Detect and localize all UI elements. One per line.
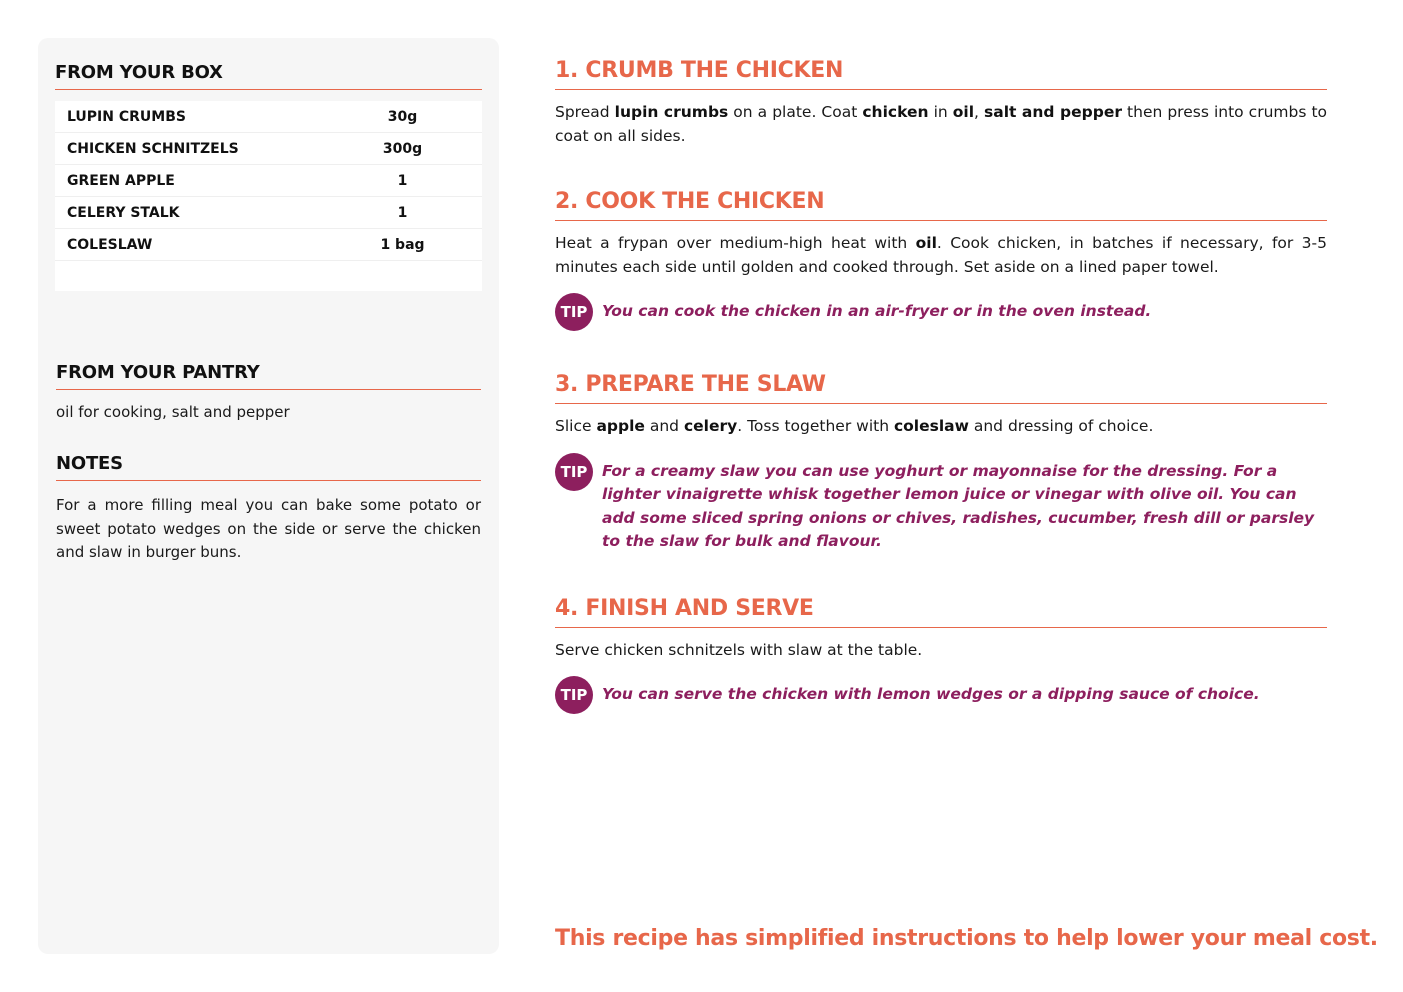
method-steps — [555, 58, 1327, 714]
tip — [555, 676, 1327, 714]
ingredient-qty: 1 — [397, 172, 408, 189]
ingredients-table — [55, 101, 482, 291]
tip — [555, 293, 1327, 331]
step-text: Slice apple and celery. Toss together with coleslaw and dressing of choice. — [555, 417, 1154, 435]
tip-badge-icon: TIP — [555, 293, 593, 331]
sidebar-panel — [38, 38, 499, 954]
from-your-box-heading: FROM YOUR BOX — [55, 62, 482, 90]
ingredient-row — [55, 133, 482, 165]
ingredient-row — [55, 197, 482, 229]
ingredient-row — [55, 229, 482, 261]
ingredient-qty: 1 — [397, 204, 408, 221]
step-4 — [555, 596, 1327, 715]
tip-text: For a creamy slaw you can use yoghurt or mayonnaise for the dressing. For a lighter vinaigrette whisk together lemon juice or vinegar with olive oil. You can add some sliced spring onions or chives, radishes, cucumber, fresh dill or parsley to the slaw for bulk and flavour. — [602, 461, 1315, 550]
step-3 — [555, 372, 1327, 554]
notes-text: For a more filling meal you can bake some potato or sweet potato wedges on the side or serve the chicken and slaw in burger buns. — [56, 496, 481, 561]
ingredient-qty: 1 bag — [380, 236, 425, 253]
footer-note: This recipe has simplified instructions to help lower your meal cost. — [555, 926, 1378, 951]
ingredient-qty: 300g — [382, 140, 423, 157]
ingredient-name: CELERY STALK — [67, 204, 180, 221]
ingredient-name: CHICKEN SCHNITZELS — [67, 140, 239, 157]
step-text: Heat a frypan over medium-high heat with oil. Cook chicken, in batches if necessary, for 3-5 minutes each side until golden and cooked through. Set aside on a lined paper towel. — [555, 234, 1327, 276]
step-heading: 4. FINISH AND SERVE — [555, 596, 1327, 628]
tip-text: You can cook the chicken in an air-fryer or in the oven instead. — [602, 302, 1152, 320]
ingredient-name: GREEN APPLE — [67, 172, 175, 189]
tip — [555, 453, 1327, 554]
step-heading: 2. COOK THE CHICKEN — [555, 189, 1327, 221]
notes-heading: NOTES — [56, 453, 481, 481]
tip-text: You can serve the chicken with lemon wedges or a dipping sauce of choice. — [602, 685, 1260, 703]
tip-badge-icon: TIP — [555, 676, 593, 714]
step-2 — [555, 189, 1327, 331]
ingredient-row — [55, 101, 482, 133]
step-text: Spread lupin crumbs on a plate. Coat chicken in oil, salt and pepper then press into crumbs to coat on all sides. — [555, 103, 1328, 145]
ingredient-qty: 30g — [387, 108, 418, 125]
ingredient-name: LUPIN CRUMBS — [67, 108, 186, 125]
pantry-text: oil for cooking, salt and pepper — [56, 403, 290, 421]
step-1 — [555, 58, 1327, 148]
tip-badge-icon: TIP — [555, 453, 593, 491]
ingredient-name: COLESLAW — [67, 236, 153, 253]
step-heading: 3. PREPARE THE SLAW — [555, 372, 1327, 404]
ingredient-row — [55, 165, 482, 197]
step-heading: 1. CRUMB THE CHICKEN — [555, 58, 1327, 90]
step-text: Serve chicken schnitzels with slaw at the table. — [555, 640, 923, 659]
from-your-pantry-heading: FROM YOUR PANTRY — [56, 362, 481, 390]
